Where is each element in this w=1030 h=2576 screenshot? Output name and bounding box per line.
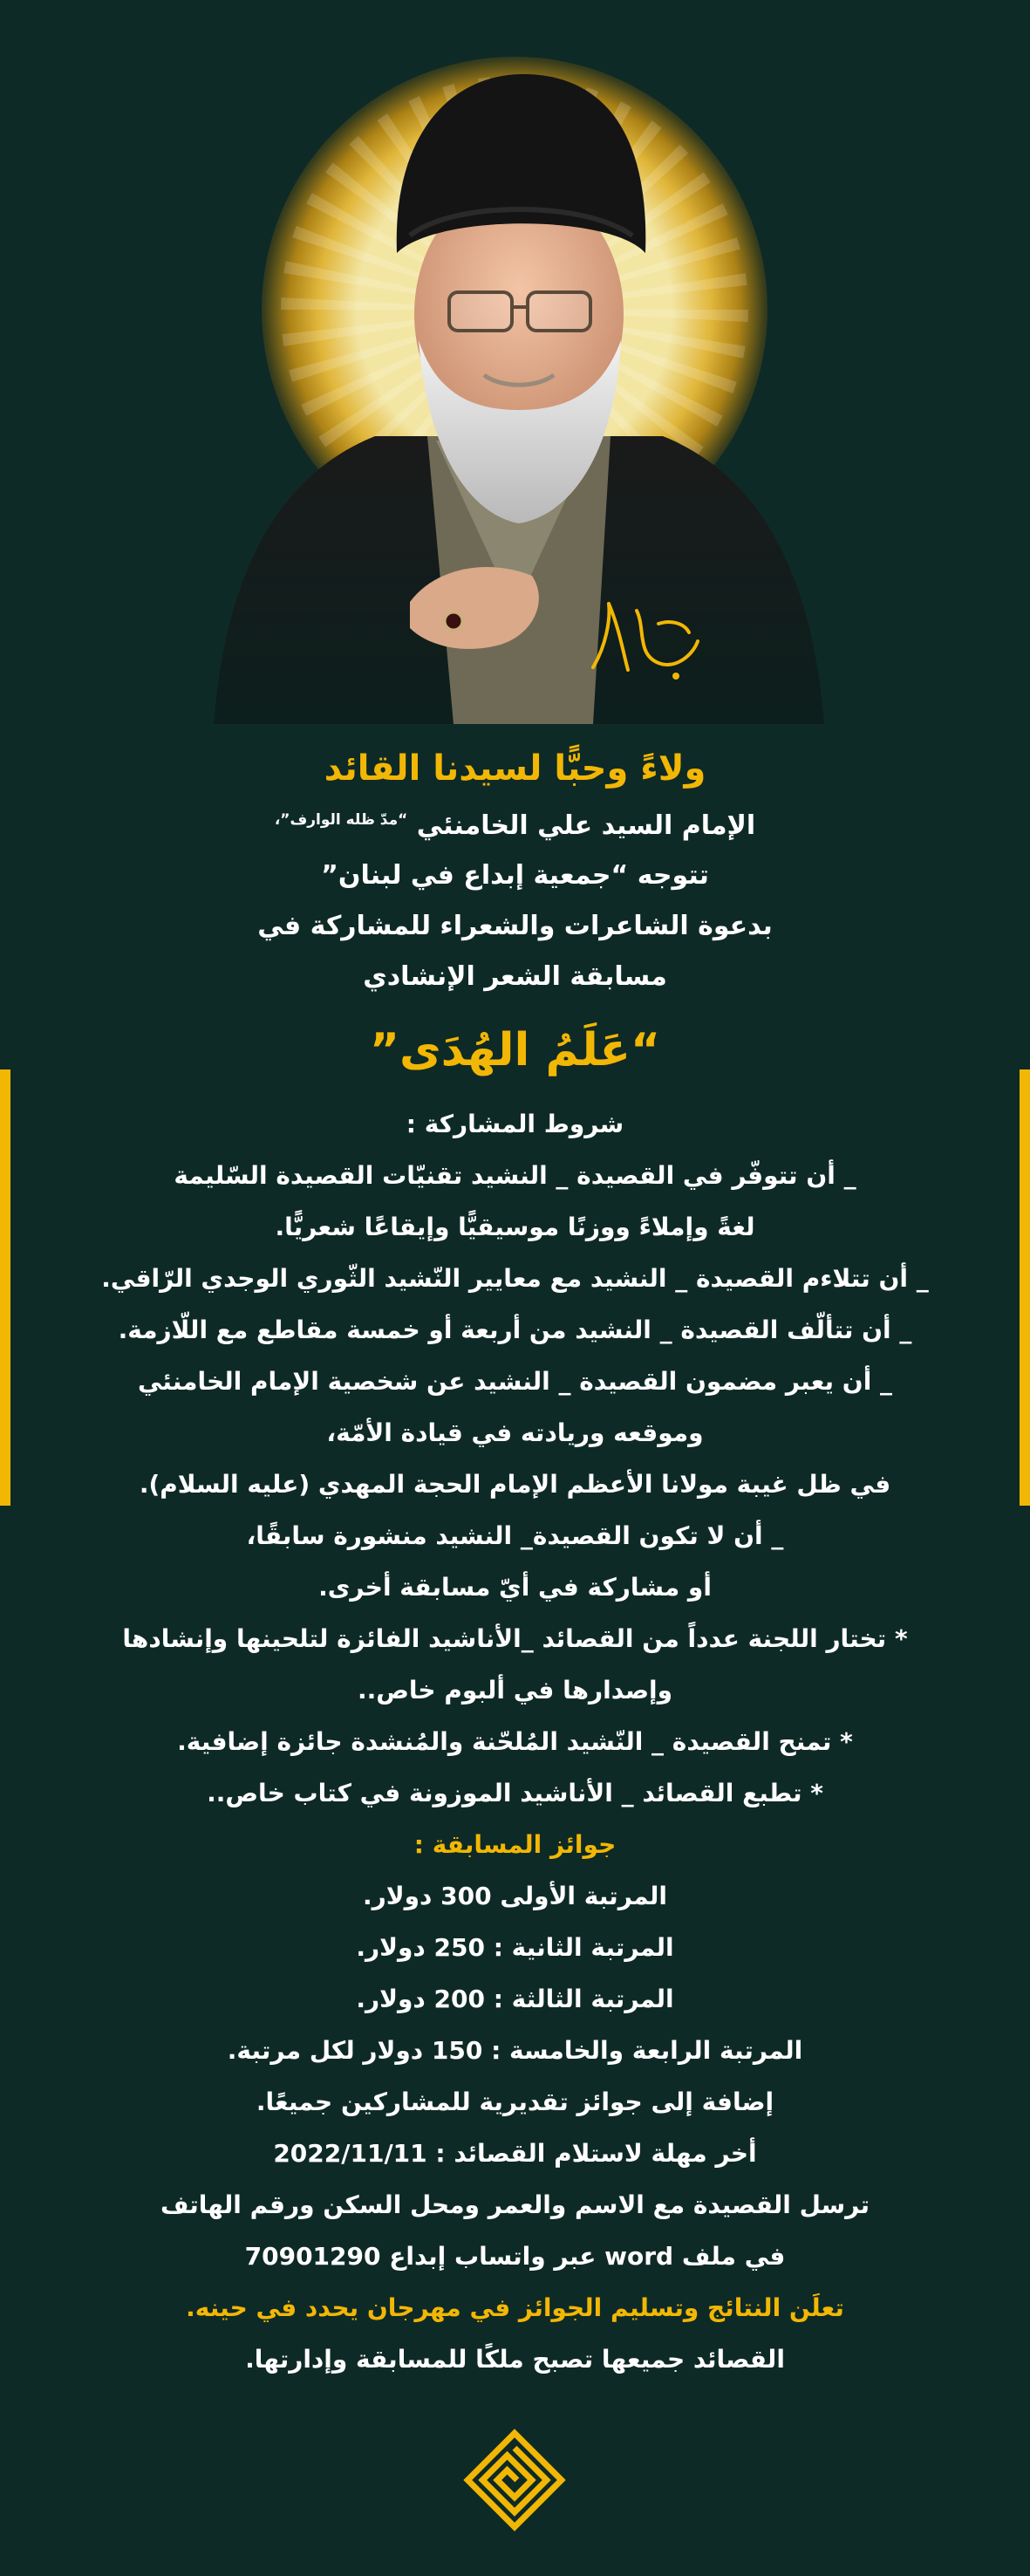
condition-line: في ظل غيبة مولانا الأعظم الإمام الحجة المهدي (عليه السلام). — [139, 1470, 891, 1499]
announcement-line: تعلَن النتائج وتسليم الجوائز في مهرجان يحدد في حينه. — [186, 2293, 844, 2322]
condition-line: أو مشاركة في أيّ مسابقة أخرى. — [318, 1573, 712, 1602]
leader-honorific: “مدّ ظله الوارف”، — [274, 811, 408, 829]
signature-calligraphy-icon — [576, 593, 715, 689]
leader-name-line — [35, 796, 995, 851]
kufic-logo-icon — [462, 2428, 567, 2532]
submission-line: ترسل القصيدة مع الاسم والعمر ومحل السكن ورقم الهاتف — [160, 2190, 870, 2219]
contest-title: “عَلَمُ الهُدَى” — [369, 1024, 661, 1076]
prize-line: المرتبة الرابعة والخامسة : 150 دولار لكل مرتبة. — [227, 2036, 803, 2065]
announcement-text — [35, 741, 995, 2385]
prize-line: المرتبة الثانية : 250 دولار. — [356, 1933, 674, 1962]
left-accent-bar — [0, 1069, 10, 1506]
contest-line: مسابقة الشعر الإنشادي — [363, 961, 667, 992]
condition-line: _ أن تتألّف القصيدة _ النشيد من أربعة أو خمسة مقاطع مع اللّازمة. — [118, 1315, 912, 1344]
condition-line: _ أن تتوفّر في القصيدة _ النشيد تقنيّات القصيدة السّليمة — [174, 1161, 856, 1190]
condition-line: _ أن تتلاءم القصيدة _ النشيد مع معايير النّشيد الثّوري الوجدي الرّاقي. — [101, 1264, 929, 1293]
salutation-heading: ولاءً وحبًّا لسيدنا القائد — [324, 748, 706, 789]
condition-line: وموقعه وريادته في قيادة الأمّة، — [326, 1418, 704, 1447]
prizes-heading: جوائز المسابقة : — [413, 1830, 617, 1859]
conditions-heading: شروط المشاركة : — [406, 1110, 624, 1138]
condition-line: وإصدارها في ألبوم خاص.. — [357, 1676, 673, 1705]
deadline-line: أخر مهلة لاستلام القصائد : 2022/11/11 — [273, 2139, 757, 2168]
ownership-line: القصائد جميعها تصبح ملكًا للمسابقة وإدارتها. — [245, 2345, 785, 2374]
portrait-figure-icon — [0, 0, 1030, 724]
leader-name: الإمام السيد علي الخامنئي — [416, 810, 756, 841]
leader-portrait — [0, 0, 1030, 724]
condition-line: لغةً وإملاءً ووزنًا موسيقيًّا وإيقاعًا شعريًّا. — [275, 1213, 755, 1241]
condition-line: _ أن يعبر مضمون القصيدة _ النشيد عن شخصية الإمام الخامنئي — [137, 1367, 893, 1396]
submission-line: في ملف word عبر واتساب إبداع 70901290 — [244, 2242, 786, 2271]
condition-line: * تختار اللجنة عدداً من القصائد _الأناشيد الفائزة لتلحينها وإنشادها — [122, 1624, 908, 1653]
invite-line: بدعوة الشاعرات والشعراء للمشاركة في — [257, 911, 773, 941]
condition-line: _ أن لا تكون القصيدة_ النشيد منشورة سابقًا، — [246, 1521, 784, 1550]
org-line: تتوجه “جمعية إبداع في لبنان” — [321, 860, 709, 891]
right-accent-bar — [1020, 1069, 1030, 1506]
condition-line: * تطبع القصائد _ الأناشيد الموزونة في كتاب خاص.. — [207, 1779, 823, 1807]
prize-line: إضافة إلى جوائز تقديرية للمشاركين جميعًا. — [256, 2087, 774, 2116]
condition-line: * تمنح القصيدة _ النّشيد المُلحّنة والمُنشدة جائزة إضافية. — [177, 1727, 853, 1756]
prize-line: المرتبة الثالثة : 200 دولار. — [356, 1985, 674, 2013]
prize-line: المرتبة الأولى 300 دولار. — [362, 1882, 667, 1910]
